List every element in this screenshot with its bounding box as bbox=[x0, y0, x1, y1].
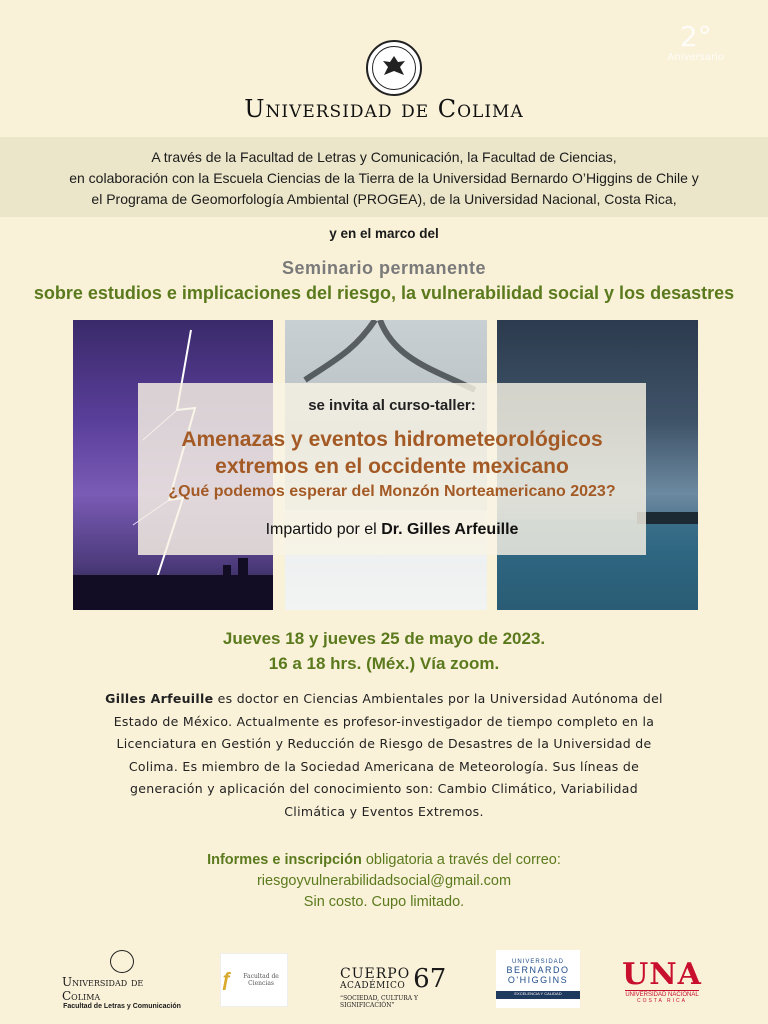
course-title bbox=[138, 426, 646, 480]
anniversary-number: 2° bbox=[679, 20, 712, 53]
una-logo bbox=[617, 958, 707, 1006]
intro-line: el Programa de Geomorfología Ambiental (PROGEA), de la Universidad Nacional, Costa Rica, bbox=[91, 191, 677, 207]
ubo-bar: EXCELENCIA Y CALIDAD bbox=[496, 991, 580, 999]
course-title-line: extremos en el occidente mexicano bbox=[215, 455, 569, 478]
registration-email[interactable]: riesgoyvulnerabilidadsocial@gmail.com bbox=[256, 873, 512, 889]
info-label: Informes e inscripción bbox=[207, 852, 362, 868]
fc-logo-text: Facultad de Ciencias bbox=[243, 973, 279, 987]
leaf-icon: ƒ bbox=[221, 968, 233, 991]
registration-info bbox=[0, 850, 768, 913]
course-title-line: Amenazas y eventos hidrometeorológicos bbox=[181, 428, 603, 451]
info-rest: obligatoria a través del correo: bbox=[365, 852, 561, 868]
una-acronym: UNA bbox=[622, 957, 702, 992]
ubo-name1: BERNARDO bbox=[506, 965, 570, 975]
intro-line: A través de la Facultad de Letras y Comunicación, la Facultad de Ciencias, bbox=[151, 149, 617, 165]
bio-text: es doctor en Ciencias Ambientales por la Universidad Autónoma del Estado de México. Actualmente es profesor-investigador de tiempo completo en la Licenciatura en Gestión y Reducción de Riesgo de Desastres de la Universidad de Colima. Es miembro de la Sociedad Americana de Meteorología. Sus líneas de generación y aplicación del conocimiento son: Cambio Climático, Variabilidad Climática y Eventos Extremos. bbox=[113, 691, 663, 819]
ucol-faculty-logo bbox=[62, 950, 182, 1010]
cost-text: Sin costo. Cupo limitado. bbox=[303, 894, 465, 910]
ubo-name2: O'HIGGINS bbox=[507, 975, 569, 985]
university-seal-icon bbox=[366, 40, 422, 96]
anniversary-label: Aniversario bbox=[667, 52, 724, 63]
ca-word2: ACADÉMICO bbox=[340, 980, 406, 991]
schedule-time: 16 a 18 hrs. (Méx.) Vía zoom. bbox=[268, 654, 500, 673]
seminar-subtitle: sobre estudios e implicaciones del riesgo, la vulnerabilidad social y los desastres bbox=[33, 283, 735, 303]
seminar-title: Seminario permanente bbox=[281, 258, 487, 278]
ubo-top: UNIVERSIDAD bbox=[511, 959, 564, 965]
invite-text: se invita al curso-taller: bbox=[308, 397, 476, 414]
schedule-dates: Jueves 18 y jueves 25 de mayo de 2023. bbox=[222, 629, 546, 648]
schedule bbox=[0, 626, 768, 676]
instructor-bio bbox=[100, 688, 668, 823]
ca-number: 67 bbox=[413, 963, 447, 994]
intro-line: en colaboración con la Escuela Ciencias de la Tierra de la Universidad Bernardo O’Higgins de Chile y bbox=[69, 170, 699, 186]
ca-word1: CUERPO bbox=[340, 965, 411, 982]
ubo-logo bbox=[496, 950, 580, 1008]
ucol-logo-faculty: Facultad de Letras y Comunicación bbox=[63, 1003, 181, 1010]
ucol-logo-name: Universidad de Colima bbox=[62, 975, 144, 1003]
ca-subtitle: “SOCIEDAD, CULTURA Y SIGNIFICACIÓN” bbox=[340, 994, 418, 1009]
university-title: Universidad de Colima bbox=[244, 95, 524, 123]
instructor-prefix: Impartido por el bbox=[265, 521, 377, 538]
cuerpo-academico-logo bbox=[340, 963, 452, 1009]
course-subtitle: ¿Qué podemos esperar del Monzón Norteamericano 2023? bbox=[168, 483, 616, 500]
facultad-ciencias-logo bbox=[220, 953, 288, 1007]
anniversary-badge bbox=[668, 22, 724, 63]
marco-text: y en el marco del bbox=[329, 226, 439, 241]
ucol-seal-icon bbox=[110, 950, 134, 973]
instructor-line bbox=[138, 521, 646, 539]
intro-text bbox=[0, 147, 768, 210]
una-country: COSTA RICA bbox=[637, 998, 687, 1004]
una-name: UNIVERSIDAD NACIONAL bbox=[625, 992, 699, 998]
instructor-name: Dr. Gilles Arfeuille bbox=[381, 521, 519, 538]
bio-name: Gilles Arfeuille bbox=[105, 691, 214, 706]
